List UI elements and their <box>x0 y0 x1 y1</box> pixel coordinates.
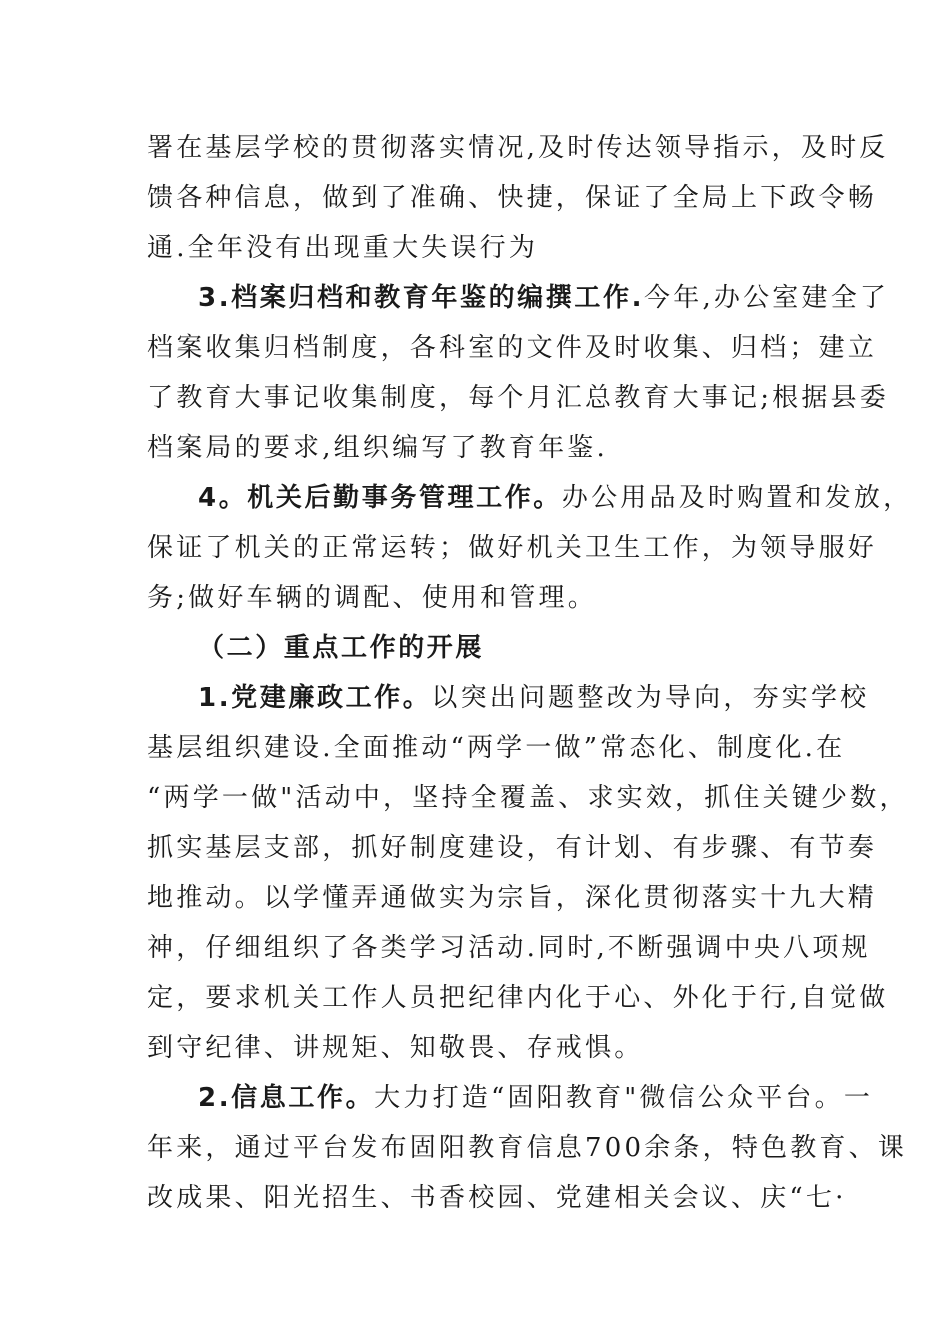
paragraph-line: 档案收集归档制度，各科室的文件及时收集、归档；建立 <box>147 333 878 363</box>
paragraph-line: 通.全年没有出现重大失误行为 <box>147 233 539 263</box>
paragraph-line: 地推动。以学懂弄通做实为宗旨，深化贯彻落实十九大精 <box>147 883 878 913</box>
section-4-heading-line: 4。机关后勤事务管理工作。办公用品及时购置和发放， <box>198 483 913 513</box>
paragraph-line: 神，仔细组织了各类学习活动.同时,不断强调中央八项规 <box>147 933 871 963</box>
paragraph-line: 档案局的要求,组织编写了教育年鉴. <box>147 433 608 463</box>
section-4-heading: 4。机关后勤事务管理工作。 <box>198 483 562 513</box>
section-3-heading-line: 3.档案归档和教育年鉴的编撰工作.今年,办公室建全了 <box>198 283 890 313</box>
paragraph-line: 基层组织建设.全面推动“两学一做”常态化、制度化.在 <box>147 733 846 763</box>
section-1-heading-line: 1.党建廉政工作。以突出问题整改为导向，夯实学校 <box>198 683 870 713</box>
paragraph-line: 到守纪律、讲规矩、知敬畏、存戒惧。 <box>147 1033 644 1063</box>
section-1-heading: 1.党建廉政工作。 <box>198 683 432 713</box>
paragraph-line: 馈各种信息，做到了准确、快捷，保证了全局上下政令畅 <box>147 183 878 213</box>
paragraph-line: 了教育大事记收集制度，每个月汇总教育大事记;根据县委 <box>147 383 889 413</box>
paragraph-line: 定，要求机关工作人员把纪律内化于心、外化于行,自觉做 <box>147 983 889 1013</box>
paragraph-line: 年来，通过平台发布固阳教育信息700余条，特色教育、课 <box>147 1133 908 1163</box>
paragraph-line: “两学一做"活动中，坚持全覆盖、求实效，抓住关键少数， <box>147 783 909 813</box>
paragraph-line: 务;做好车辆的调配、使用和管理。 <box>147 583 597 613</box>
section-2-heading: 2.信息工作。 <box>198 1083 375 1113</box>
paragraph-line: 保证了机关的正常运转；做好机关卫生工作，为领导服好 <box>147 533 878 563</box>
paragraph-line: 署在基层学校的贯彻落实情况,及时传达领导指示，及时反 <box>147 133 889 163</box>
section-2-heading-line: 2.信息工作。大力打造“固阳教育"微信公众平台。一 <box>198 1083 874 1113</box>
section-3-heading: 3.档案归档和教育年鉴的编撰工作. <box>198 283 645 313</box>
paragraph-line: 改成果、阳光招生、书香校园、党建相关会议、庆“七· <box>147 1183 847 1213</box>
paragraph-line: 抓实基层支部，抓好制度建设，有计划、有步骤、有节奏 <box>147 833 878 863</box>
subsection-heading: （二）重点工作的开展 <box>198 633 485 663</box>
